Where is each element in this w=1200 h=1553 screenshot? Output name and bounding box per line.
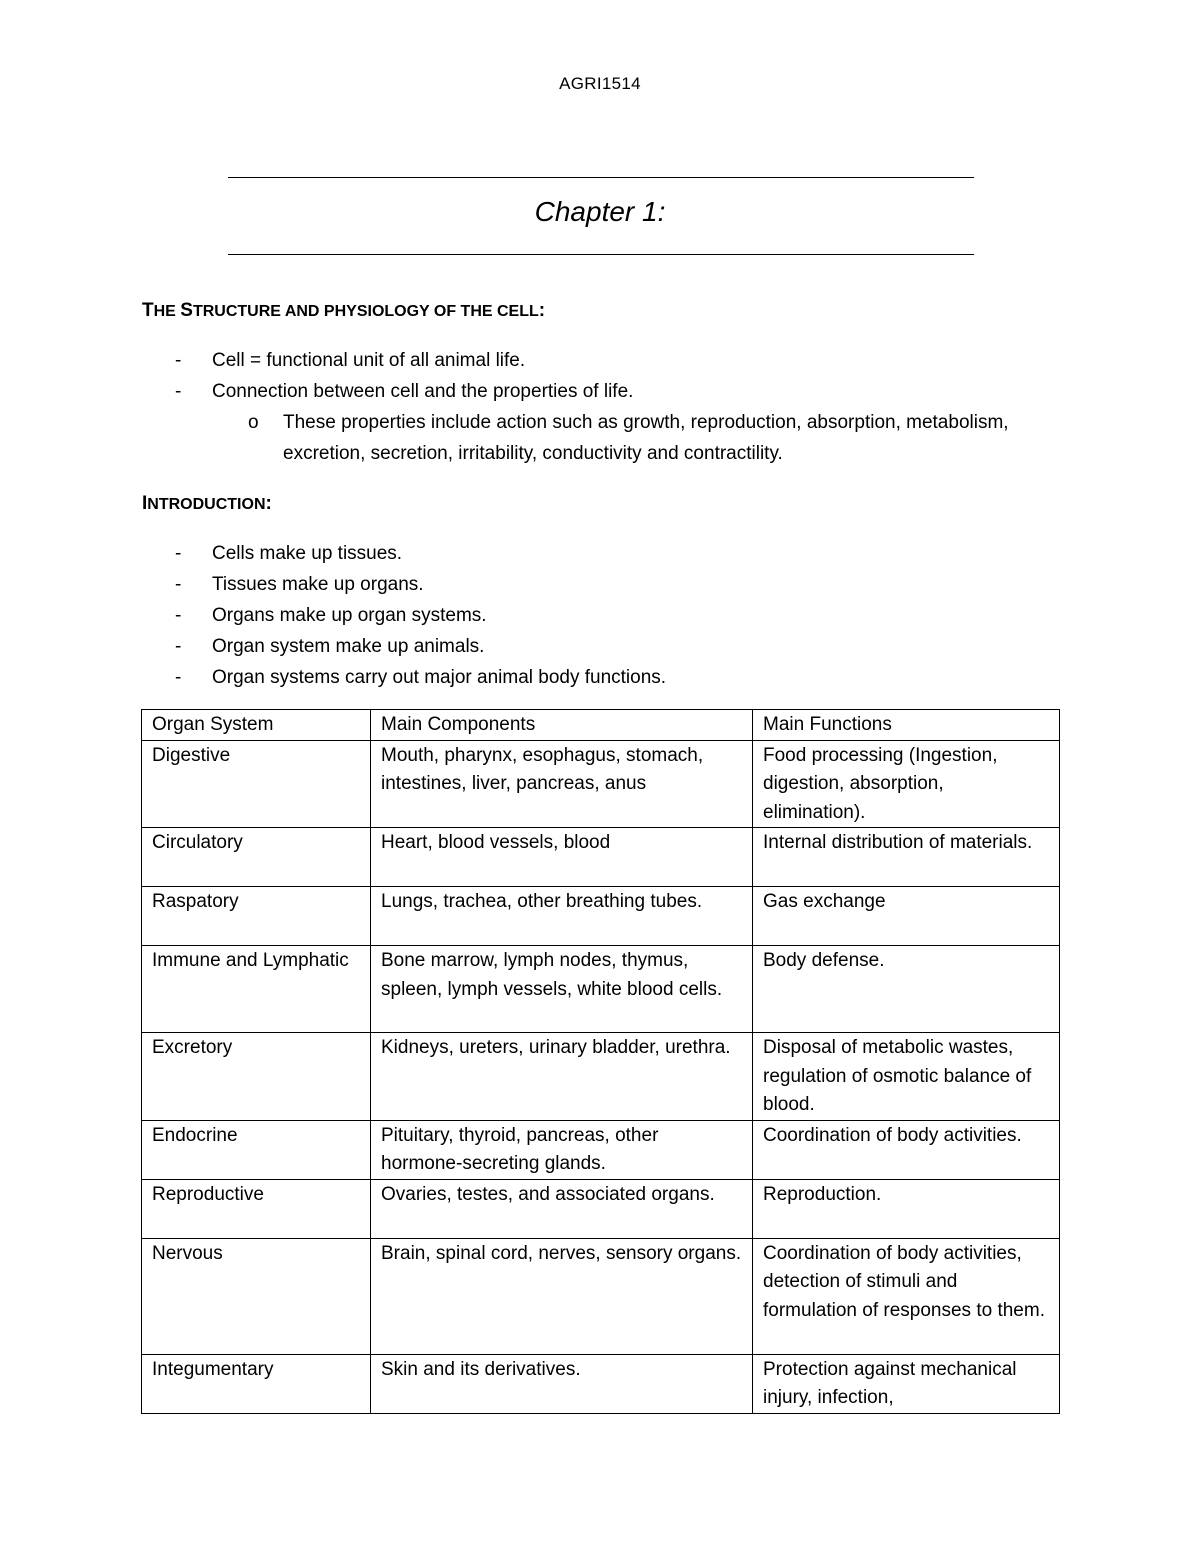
cell-components: Bone marrow, lymph nodes, thymus, spleen, lymph vessels, white blood cells. <box>371 946 753 1033</box>
cell-functions: Coordination of body activities. <box>753 1120 1060 1179</box>
cell-components: Lungs, trachea, other breathing tubes. <box>371 887 753 946</box>
table-header-row <box>142 710 1060 741</box>
table-row <box>142 828 1060 887</box>
cell-functions: Internal distribution of materials. <box>753 828 1060 887</box>
organ-systems-table <box>141 709 1060 1414</box>
cell-system: Integumentary <box>142 1354 371 1413</box>
column-header-main-functions: Main Functions <box>753 710 1060 741</box>
cell-system: Immune and Lymphatic <box>142 946 371 1033</box>
cell-components: Heart, blood vessels, blood <box>371 828 753 887</box>
cell-functions: Body defense. <box>753 946 1060 1033</box>
section-heading-structure: THE STRUCTURE AND PHYSIOLOGY OF THE CELL: <box>142 300 546 321</box>
cell-system: Circulatory <box>142 828 371 887</box>
table-row <box>142 1033 1060 1121</box>
cell-system: Raspatory <box>142 887 371 946</box>
chapter-title: Chapter 1: <box>534 196 666 227</box>
cell-components: Ovaries, testes, and associated organs. <box>371 1179 753 1238</box>
document-page: AGRI1514 Chapter 1: THE STRUCTURE AND PHYSIOLOGY OF THE CELL: - Cell = functional unit of all animal life. - Connection between cell and the properties of life. o These properties include action such as growth, reproduction, absorption, metabolism, excretion, secretion, irritability, conductivity and contractility. INTRODUCTION: - Cells make up tissues. - Tissues make up organs. - Organs make up organ systems. - Organ system make up animals. - Organ systems carry out major animal body functions. Organ System Main Components Main Functions Digestive Mouth, pharynx, esophagus, stomach, intestines, liver, pancreas, anus Food processing (Ingestion, digestion, absorption, elimination). Circulatory Heart, blood vessels, blood Internal distribution of materials. Raspatory Lungs, trachea, other breathing tubes. Gas exchange Immune and Lymphatic Bone marrow, lymph nodes, thymus, spleen, lymph vessels, white blood cells. Body defense. Excretory Kidneys, ureters, urinary bladder, urethra. Disposal of metabolic wastes, regulation of osmotic balance of blood. Endocrine Pituitary, thyroid, pancreas, other hormone-secreting glands. Coordination of body activities. Reproductive Ovaries, testes, and associated organs. Reproduction. Nervous Brain, spinal cord, nerves, sensory organs. Coordination of body activities, detection of stimuli and formulation of responses to them. Integumentary Skin and its derivatives. Protection against mechanical injury, infection, <box>0 0 1200 1553</box>
chapter-rule-top <box>228 177 974 178</box>
table-row <box>142 1354 1060 1413</box>
cell-system: Digestive <box>142 740 371 828</box>
column-header-main-components: Main Components <box>371 710 753 741</box>
table-row <box>142 1238 1060 1354</box>
cell-components: Kidneys, ureters, urinary bladder, urethra. <box>371 1033 753 1121</box>
cell-system: Excretory <box>142 1033 371 1121</box>
cell-functions: Reproduction. <box>753 1179 1060 1238</box>
cell-functions: Disposal of metabolic wastes, regulation of osmotic balance of blood. <box>753 1033 1060 1121</box>
page-header-course-code: AGRI1514 <box>559 74 641 93</box>
cell-components: Mouth, pharynx, esophagus, stomach, intestines, liver, pancreas, anus <box>371 740 753 828</box>
cell-components: Brain, spinal cord, nerves, sensory organs. <box>371 1238 753 1354</box>
cell-functions: Coordination of body activities, detection of stimuli and formulation of responses to them. <box>753 1238 1060 1354</box>
cell-system: Reproductive <box>142 1179 371 1238</box>
cell-functions: Protection against mechanical injury, infection, <box>753 1354 1060 1413</box>
column-header-organ-system: Organ System <box>142 710 371 741</box>
table-row <box>142 1120 1060 1179</box>
chapter-rule-bottom <box>228 254 974 255</box>
cell-functions: Gas exchange <box>753 887 1060 946</box>
cell-components: Pituitary, thyroid, pancreas, other hormone-secreting glands. <box>371 1120 753 1179</box>
cell-system: Endocrine <box>142 1120 371 1179</box>
table-row <box>142 740 1060 828</box>
section-heading-introduction: INTRODUCTION: <box>142 493 272 514</box>
table-row <box>142 946 1060 1033</box>
cell-components: Skin and its derivatives. <box>371 1354 753 1413</box>
cell-functions: Food processing (Ingestion, digestion, absorption, elimination). <box>753 740 1060 828</box>
cell-system: Nervous <box>142 1238 371 1354</box>
table-row <box>142 1179 1060 1238</box>
table-row <box>142 887 1060 946</box>
